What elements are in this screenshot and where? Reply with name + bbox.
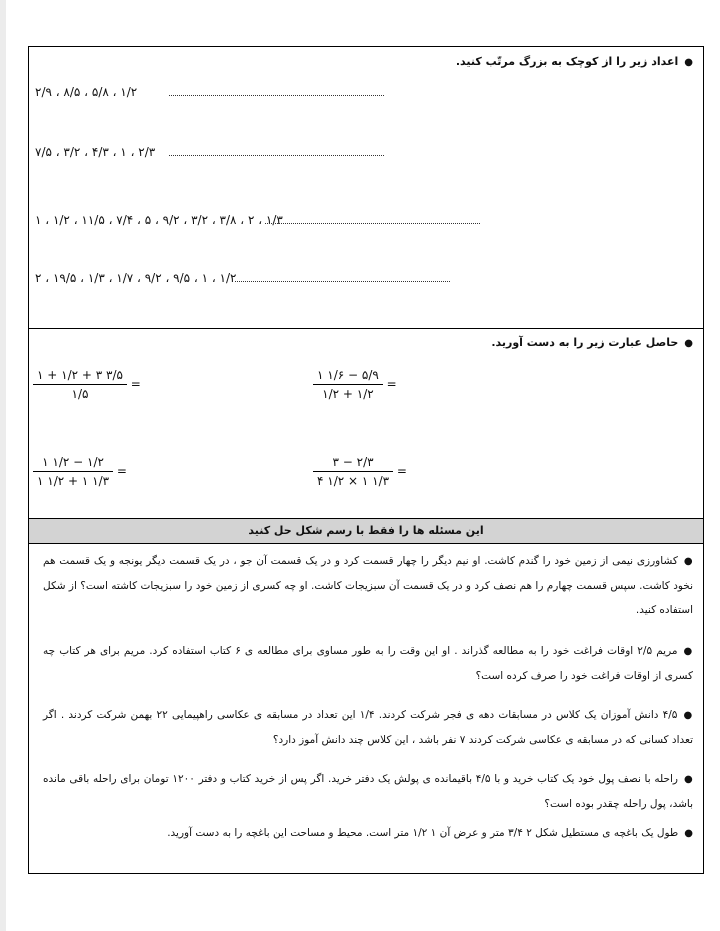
answer-line-4[interactable] <box>235 281 450 282</box>
expression-section <box>29 328 703 519</box>
expression-2 <box>313 366 397 403</box>
expression-4 <box>313 453 407 490</box>
bullet-icon: ● <box>684 338 693 349</box>
expression-4-numerator: ۳ − ۲/۳ <box>313 453 393 472</box>
equals-sign: = <box>130 377 141 391</box>
expression-2-numerator: ۱ ۱/۶ − ۵/۹ <box>313 366 383 385</box>
expression-4-denominator: ۴ ۱/۲ × ۱ ۱/۳ <box>317 474 390 488</box>
expression-2-denominator: ۱/۲ + ۱/۲ <box>322 387 374 401</box>
bullet-icon: ● <box>684 57 693 68</box>
ordering-row-1: ۲/۹ ، ۸/۵ ، ۵/۸ ، ۱/۲ <box>35 85 138 99</box>
answer-line-3[interactable] <box>265 223 480 224</box>
equals-sign: = <box>386 377 397 391</box>
worksheet-frame <box>28 46 704 874</box>
expression-1-denominator: ۱/۵ <box>71 387 89 401</box>
ordering-instruction: ●اعداد زیر را از کوچک به بزرگ مرتّب کنید. <box>455 55 693 68</box>
problem-3: ●۴/۵ دانش آموزان یک کلاس در مسابقات دهه ی فجر شرکت کردند. ۱/۴ این تعداد در مسابقه ی عکاسی راهپیمایی ۲۲ بهمن شرکت کردند . اگر تعداد کسانی که در مسابقه ی عکاسی شرکت کردند ۷ نفر باشد ، این کلاس چند دانش آموز دارد؟ <box>43 709 693 746</box>
bullet-icon: ● <box>683 556 693 567</box>
problem-1: ●کشاورزی نیمی از زمین خود را گندم کاشت. او نیم دیگر را چهار قسمت کرد و در یک قسمت آن جو ، در یک قسمت دیگر یونجه و یک قسمت هم نخود کاشت. سپس قسمت چهارم را هم نصف کرد و در یک قسمت آن سبزیجات کاشت. او چه کسری از زمین خود را سبزیجات کاشته است؟ از شکل استفاده کنید. <box>43 555 693 616</box>
expression-1 <box>33 366 141 403</box>
ordering-row-4: ۲ ، ۱۹/۵ ، ۱/۳ ، ۱/۷ ، ۹/۲ ، ۹/۵ ، ۱ ، ۱/۲ <box>35 271 237 285</box>
drawing-banner: این مسئله ها را فقط با رسم شکل حل کنید <box>29 519 703 544</box>
problem-2: ●مریم ۲/۵ اوقات فراغت خود را به مطالعه گذراند . او این وقت را به طور مساوی برای مطالعه ی ۶ کتاب استفاده کرد. مریم برای هر کتاب چه کسری از اوقات فراغت خود را صرف کرده است؟ <box>43 645 694 682</box>
ordering-row-3: ۱ ، ۱/۲ ، ۱۱/۵ ، ۷/۴ ، ۵ ، ۹/۲ ، ۳/۲ ، ۳/۸ ، ۲ ، ۱/۳ <box>35 213 283 227</box>
answer-line-1[interactable] <box>169 95 384 96</box>
ordering-section <box>29 47 703 329</box>
problem-5: ●طول یک باغچه ی مستطیل شکل ۲ ۳/۴ متر و عرض آن ۱ ۱/۲ متر است. محیط و مساحت این باغچه را به دست آورید. <box>167 827 693 839</box>
expression-1-numerator: ۱ + ۱/۲ + ۳ ۳/۵ <box>33 366 127 385</box>
bullet-icon: ● <box>683 774 694 785</box>
bullet-icon: ● <box>684 828 693 839</box>
expression-3-numerator: ۱ ۱/۲ − ۱/۲ <box>33 453 113 472</box>
expression-instruction: ●حاصل عبارت زیر را به دست آورید. <box>491 336 693 349</box>
bullet-icon: ● <box>683 646 694 657</box>
ordering-row-2: ۷/۵ ، ۳/۲ ، ۴/۳ ، ۱ ، ۲/۳ <box>35 145 156 159</box>
page-edge-shadow <box>0 0 6 931</box>
equals-sign: = <box>396 464 407 478</box>
expression-3-denominator: ۱ ۱/۲ + ۱ ۱/۳ <box>37 474 110 488</box>
problem-4: ●راحله با نصف پول خود یک کتاب خرید و با ۴/۵ باقیمانده ی پولش یک دفتر خرید. اگر پس از خرید کتاب و دفتر ۱۲۰۰ تومان برای راحله باقی مانده باشد، پول راحله چقدر بوده است؟ <box>43 773 694 810</box>
answer-line-2[interactable] <box>169 155 384 156</box>
equals-sign: = <box>116 464 127 478</box>
expression-3 <box>33 453 127 490</box>
bullet-icon: ● <box>683 710 693 721</box>
